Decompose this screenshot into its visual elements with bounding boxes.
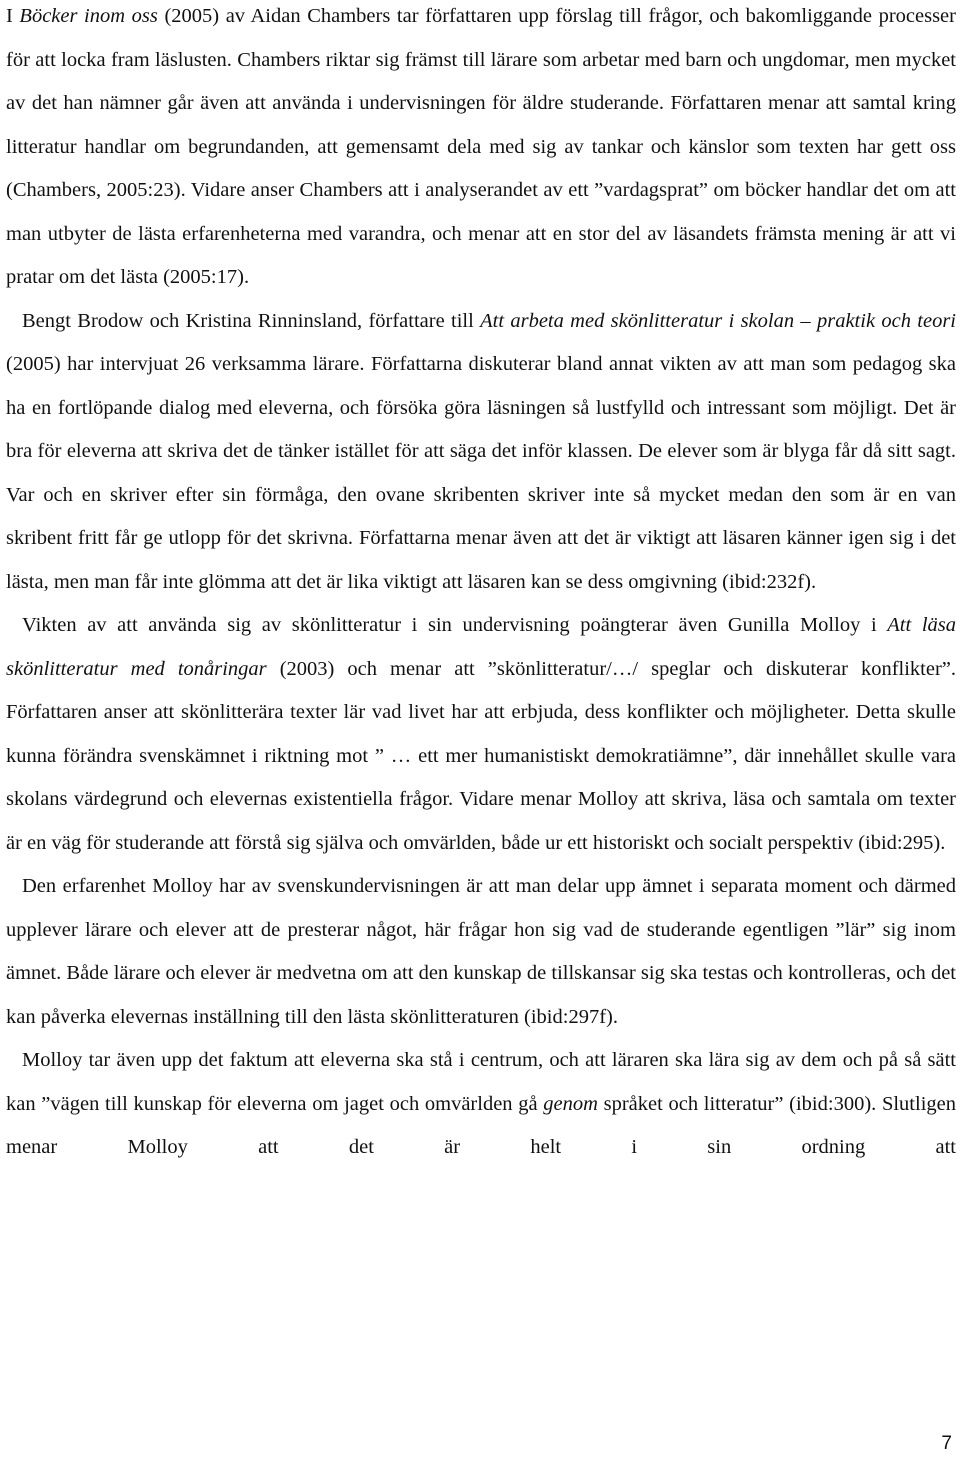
paragraph-text: Molloy tar även upp det faktum att eleverna ska stå i centrum, och att läraren ska lära sig av dem och på så sätt kan ”vägen till kunskap för eleverna om jaget och omvärlden gå xyxy=(6,1049,956,1115)
paragraph-1 xyxy=(6,0,956,300)
paragraph-4 xyxy=(6,865,956,1039)
page-number: 7 xyxy=(941,1433,952,1454)
italic-title-text: Att arbeta med skönlitteratur i skolan – praktik och teori xyxy=(480,309,956,332)
italic-title-text: Att läsa skönlitteratur med tonåringar xyxy=(6,614,956,680)
document-page xyxy=(6,0,956,1170)
paragraph-5 xyxy=(6,1039,956,1170)
paragraph-text: Den erfarenhet Molloy har av svenskundervisningen är att man delar upp ämnet i separata moment och därmed upplever lärare och elever att de presterar något, här frågar hon sig vad de studerande egentligen ”lär” sig inom ämnet. Både lärare och elever är medvetna om att den kunskap de tillskansar sig ska testas och kontrolleras, och det kan påverka elevernas inställning till den lästa skönlitteraturen (ibid:297f). xyxy=(6,875,956,1028)
paragraph-text: (2005) av Aidan Chambers tar författaren upp förslag till frågor, och bakomliggande processer för att locka fram läslusten. Chambers riktar sig främst till lärare som arbetar med barn och ungdomar, men mycket av det han nämner går även att använda i undervisningen för äldre studerande. Författaren menar att samtal kring litteratur handlar om begrundanden, att gemensamt dela med sig av tankar och känslor som texten har gett oss (Chambers, 2005:23). Vidare anser Chambers att i analyserandet av ett ”vardagsprat” om böcker handlar det om att man utbyter de lästa erfarenheterna med varandra, och menar att en stor del av läsandets främsta mening är att vi pratar om det lästa (2005:17). xyxy=(6,5,956,288)
paragraph-text: Vikten av att använda sig av skönlitteratur i sin undervisning poängterar även Gunilla Molloy i xyxy=(22,614,888,636)
italic-title-text: Böcker inom oss xyxy=(19,5,158,27)
paragraph-text: (2005) har intervjuat 26 verksamma lärare. Författarna diskuterar bland annat vikten av att man som pedagog ska ha en fortlöpande dialog med eleverna, och försöka göra läsningen så lustfylld och intressant som möjligt. Det är bra för eleverna att skriva det de tänker istället för att säga det inför klassen. De elever som är blyga får då sitt sagt. Var och en skriver efter sin förmåga, den ovane skribenten skriver inte så mycket medan den som är en van skribent fritt får ge utlopp för det skrivna. Författarna menar även att det är viktigt att läsaren känner igen sig i det lästa, men man får inte glömma att det är lika viktigt att läsaren kan se dess omgivning (ibid:232f). xyxy=(6,353,956,593)
paragraph-text: språket och litteratur” (ibid:300). Slutligen menar Molloy att det är helt i sin ordning att xyxy=(6,1092,956,1158)
paragraph-3 xyxy=(6,604,956,865)
paragraph-text: Bengt Brodow och Kristina Rinninsland, författare till xyxy=(22,309,481,332)
paragraph-2 xyxy=(6,300,956,605)
italic-title-text: genom xyxy=(543,1092,598,1115)
paragraph-text: (2003) och menar att ”skönlitteratur/…/ speglar och diskuterar konflikter”. Författaren anser att skönlitterära texter lär vad livet har att erbjuda, dess konflikter och möjligheter. Detta skulle kunna förändra svenskämnet i riktning mot ” … ett mer humanistiskt demokratiämne”, där innehållet skulle vara skolans värdegrund och elevernas existentiella frågor. Vidare menar Molloy att skriva, läsa och samtala om texter är en väg för studerande att förstå sig själva och omvärlden, både ur ett historiskt och socialt perspektiv (ibid:295). xyxy=(6,657,957,854)
paragraph-text: I xyxy=(6,5,20,27)
